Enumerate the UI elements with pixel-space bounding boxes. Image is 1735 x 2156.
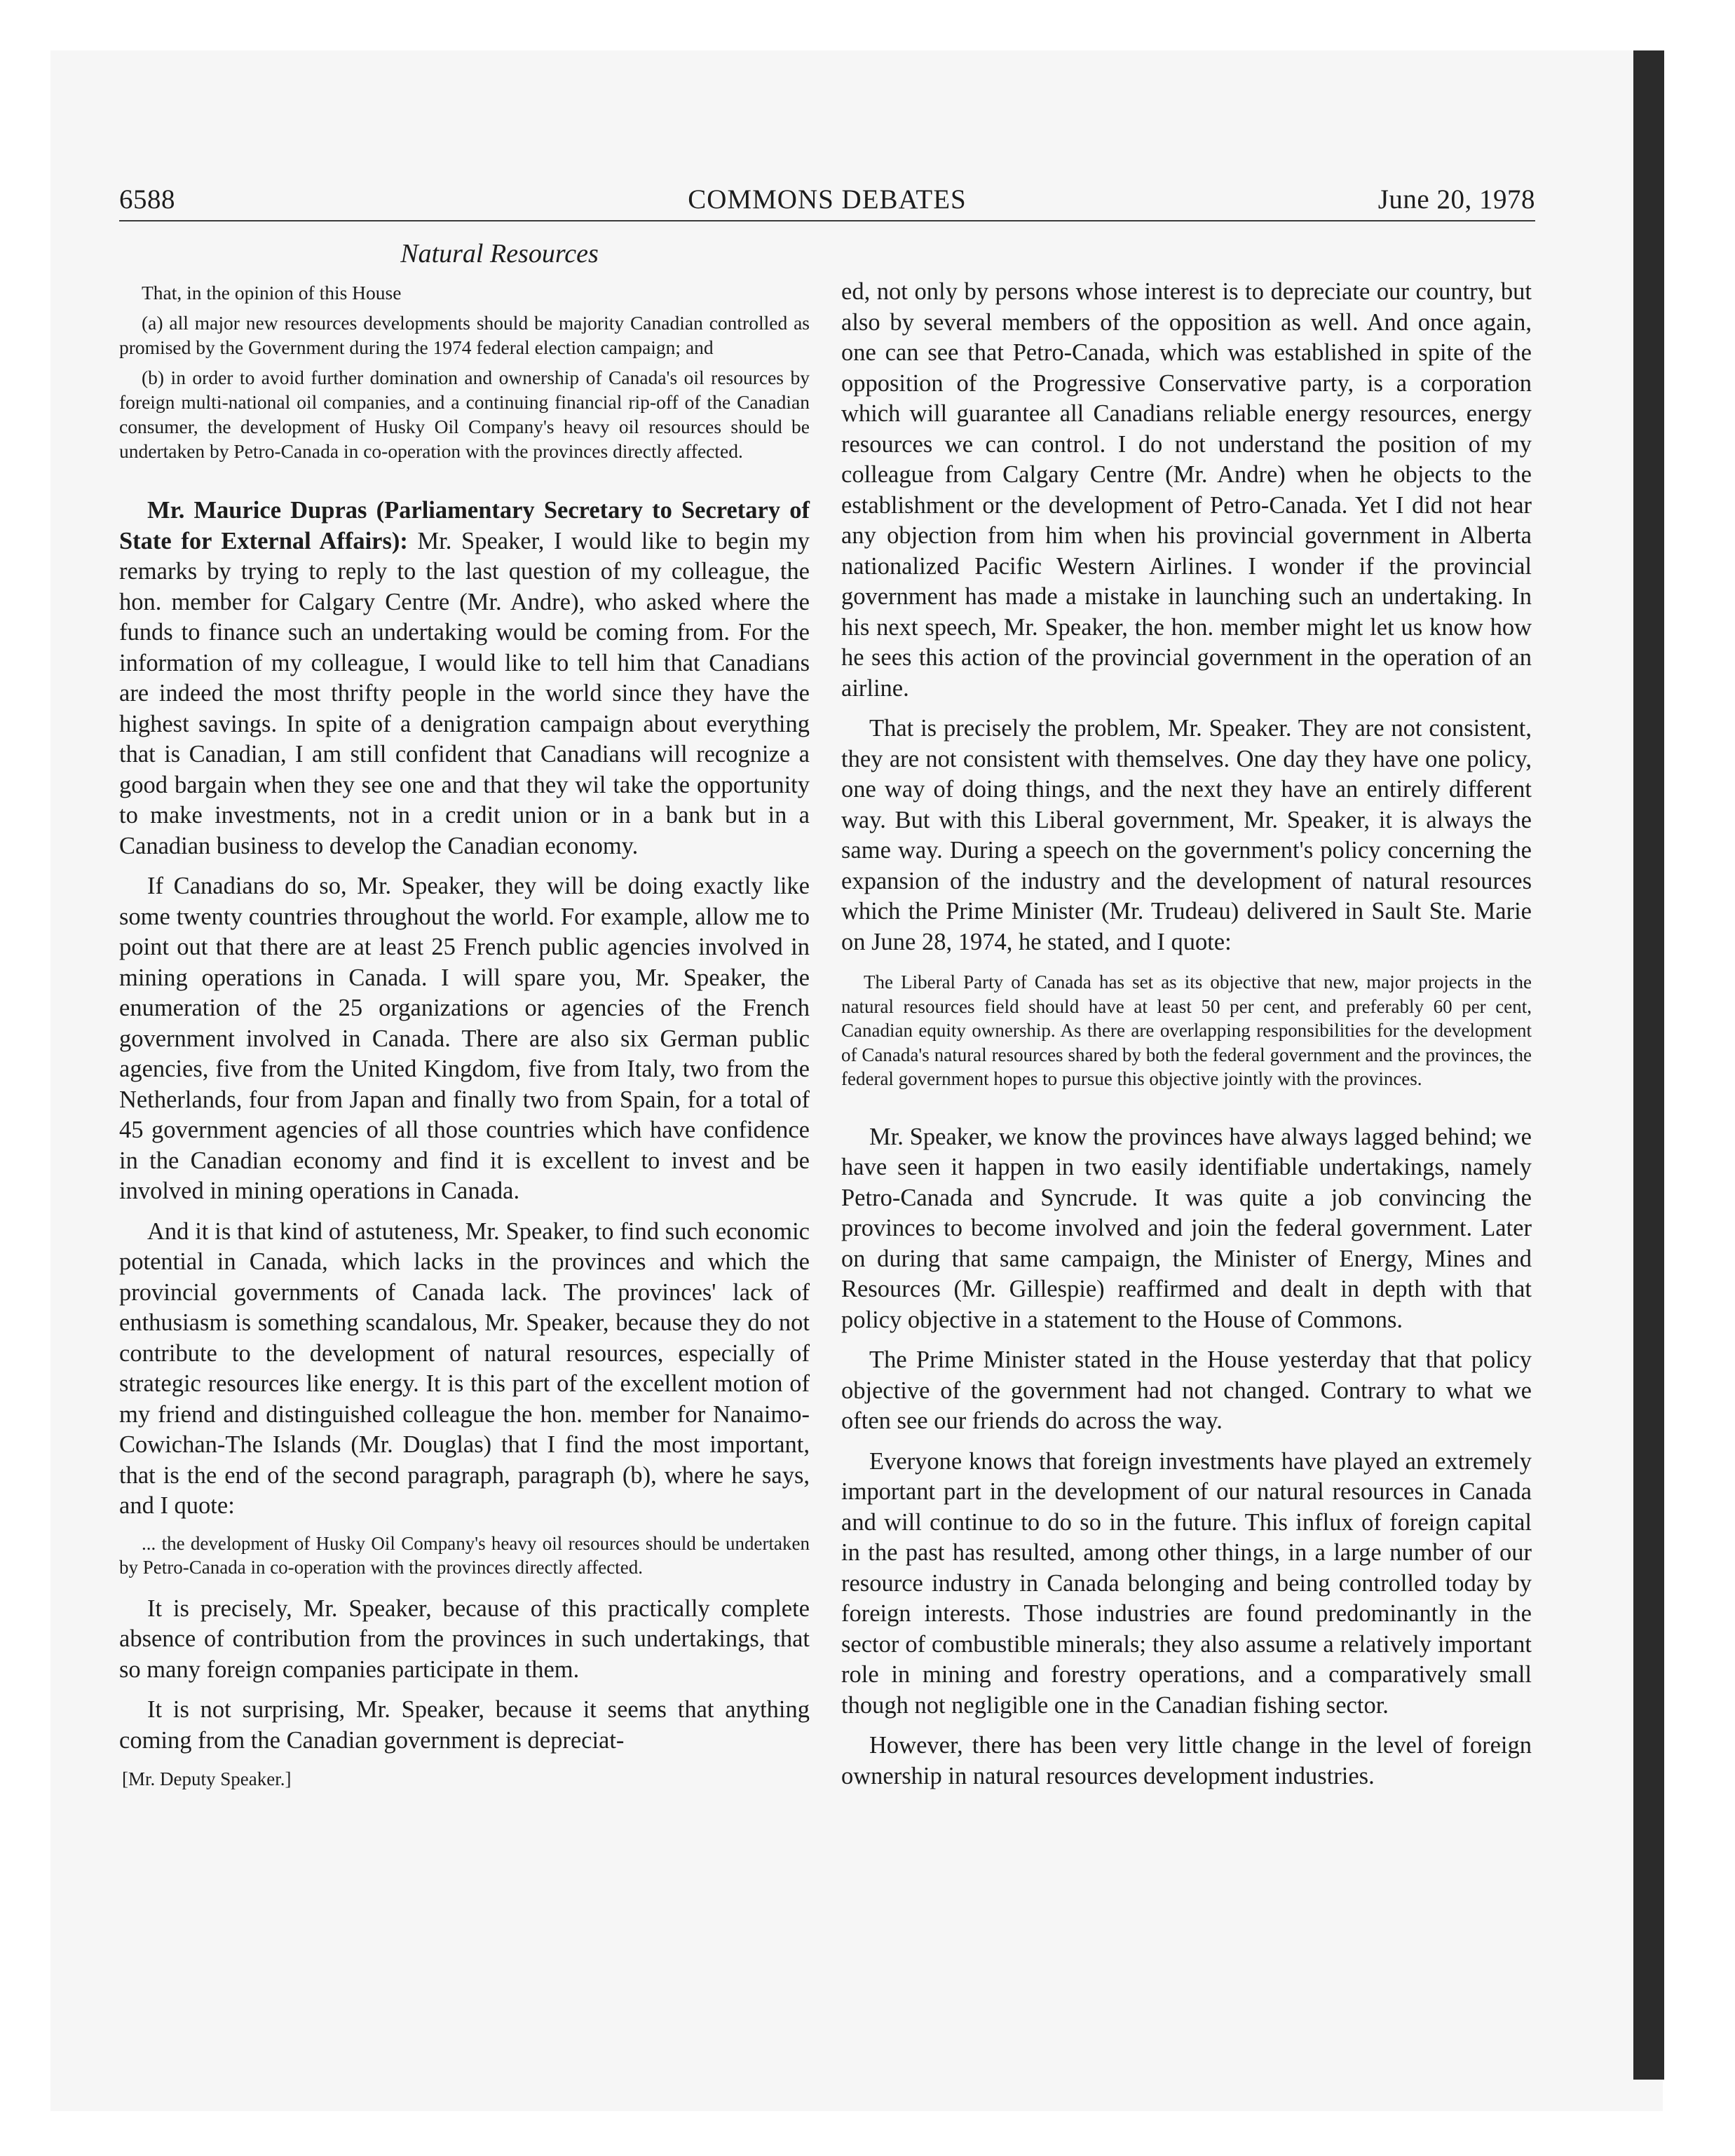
speaker-name: Mr. Maurice Dupras (Parliamentary Secretary to Secretary of State for External Affairs):	[119, 497, 810, 554]
page-date: June 20, 1978	[1377, 184, 1535, 214]
publication-title: COMMONS DEBATES	[688, 184, 967, 214]
speech-paragraph: Mr. Speaker, we know the provinces have always lagged behind; we have seen it happen in two easily identifiable undertakings, namely Petro-Canada and Syncrude. It was quite a job convincing the provinces to become involved and join the federal government. Later on during that same campaign, the Minister of Energy, Mines and Resources (Mr. Gillespie) reaffirmed and dealt in depth with that policy objective in a statement to the House of Commons.	[841, 1123, 1532, 1333]
motion-intro: That, in the opinion of this House	[142, 282, 402, 303]
block-quote: ... the development of Husky Oil Company's heavy oil resources should be undertaken by Petro-Canada in co-operation with the provinces directly affected.	[119, 1532, 810, 1578]
speech-paragraph: It is not surprising, Mr. Speaker, because it seems that anything coming from the Canadian government is depreciat-	[119, 1696, 810, 1754]
speech-right	[841, 277, 1532, 1792]
speech-paragraph: The Prime Minister stated in the House yesterday that that policy objective of the government had not changed. Contrary to what we often see our friends do across the way.	[841, 1346, 1532, 1434]
motion-clause-a: (a) all major new resources developments should be majority Canadian controlled as promised by the Government during the 1974 federal election campaign; and	[119, 312, 810, 358]
speech-paragraph: However, there has been very little change in the level of foreign ownership in natural resources development industries.	[841, 1732, 1532, 1789]
page-number: 6588	[119, 184, 175, 214]
speech-paragraph: And it is that kind of astuteness, Mr. Speaker, to find such economic potential in Canada, which lacks in the provinces and which the provincial governments of Canada lack. The provinces' lack of enthusiasm is something scandalous, Mr. Speaker, because they do not contribute to the development of natural resources, especially of strategic resources like energy. It is this part of the excellent motion of my friend and distinguished colleague the hon. member for Nanaimo-Cowichan-The Islands (Mr. Douglas) that I find the most important, that is the end of the second paragraph, paragraph (b), where he says, and I quote:	[119, 1217, 810, 1519]
motion-text	[119, 280, 810, 463]
header-rule	[119, 220, 1535, 221]
speech-paragraph: Everyone knows that foreign investments have played an extremely important part in the development of our natural resources in Canada and will continue to do so in the future. This influx of foreign capital in the past has resulted, among other things, in a large number of our resource industry in Canada belonging and being controlled today by foreign interests. Those industries are found predominantly in the sector of combustible minerals; they also assume a relatively important role in mining and forestry operations, and a comparatively small though not negligible one in the Canadian fishing sector.	[841, 1447, 1532, 1719]
scan-edge-shadow	[1633, 50, 1664, 2080]
page-header	[119, 184, 1535, 220]
speech-left	[119, 496, 810, 1756]
speech-paragraph	[119, 496, 810, 861]
presiding-officer-note: [Mr. Deputy Speaker.]	[122, 1768, 292, 1789]
section-title: Natural Resources	[400, 239, 599, 268]
block-quote: The Liberal Party of Canada has set as its objective that new, major projects in the natural resources field should have at least 50 per cent, and preferably 60 per cent, Canadian equity ownership. As there are overlapping responsibilities for the development of Canada's natural resources shared by both the federal government and the provinces, the federal government hopes to pursue this objective jointly with the provinces.	[841, 971, 1532, 1089]
speech-paragraph: That is precisely the problem, Mr. Speaker. They are not consistent, they are not consistent with themselves. One day they have one policy, one way of doing things, and the next they have an entirely different way. But with this Liberal government, Mr. Speaker, it is always the same way. During a speech on the government's policy concerning the expansion of the industry and the development of natural resources which the Prime Minister (Mr. Trudeau) delivered in Sault Ste. Marie on June 28, 1974, he stated, and I quote:	[841, 715, 1532, 955]
paragraph-text: Mr. Speaker, I would like to begin my remarks by trying to reply to the last question of my colleague, the hon. member for Calgary Centre (Mr. Andre), who asked where the funds to finance such an undertaking would be coming from. For the information of my colleague, I would like to tell him that Canadians are indeed the most thrifty people in the world since they have the highest savings. In spite of a denigration campaign about everything that is Canadian, I am still confident that Canadians will recognize a good bargain when they see one and that they wil take the opportunity to make investments, not in a credit union or in a bank but in a Canadian business to develop the Canadian economy.	[119, 527, 810, 859]
speech-paragraph: It is precisely, Mr. Speaker, because of this practically complete absence of contribution from the provinces in such undertakings, that so many foreign companies participate in them.	[119, 1595, 810, 1683]
right-column	[841, 277, 1532, 1801]
speech-paragraph: ed, not only by persons whose interest is to depreciate our country, but also by several members of the opposition as well. And once again, one can see that Petro-Canada, which was established in spite of the opposition of the Progressive Conservative party, is a corporation which will guarantee all Canadians reliable energy resources, energy resources we can control. I do not understand the position of my colleague from Calgary Centre (Mr. Andre) when he objects to the establishment or the development of Petro-Canada. Yet I did not hear any objection from him when his provincial government in Alberta nationalized Pacific Western Airlines. I wonder if the provincial government has made a mistake in launching such an undertaking. In his next speech, Mr. Speaker, the hon. member might let us know how he sees this action of the provincial government in the operation of an airline.	[841, 278, 1532, 702]
speech-paragraph: If Canadians do so, Mr. Speaker, they will be doing exactly like some twenty countries throughout the world. For example, allow me to point out that there are at least 25 French public agencies involved in mining operations in Canada. I will spare you, Mr. Speaker, the enumeration of the 25 organizations or agencies of the French government involved in Canada. There are also six German public agencies, five from the United Kingdom, five from Italy, two from the Netherlands, four from Japan and finally two from Spain, for a total of 45 government agencies of all those countries which have confidence in the Canadian economy and find it is excellent to invest and be involved in mining operations in Canada.	[119, 873, 810, 1204]
motion-clause-b: (b) in order to avoid further domination and ownership of Canada's oil resources by foreign multi-national oil companies, and a continuing financial rip-off of the Canadian consumer, the development of Husky Oil Company's heavy oil resources should be undertaken by Petro-Canada in co-operation with the provinces directly affected.	[119, 367, 810, 462]
left-column	[119, 238, 810, 1790]
